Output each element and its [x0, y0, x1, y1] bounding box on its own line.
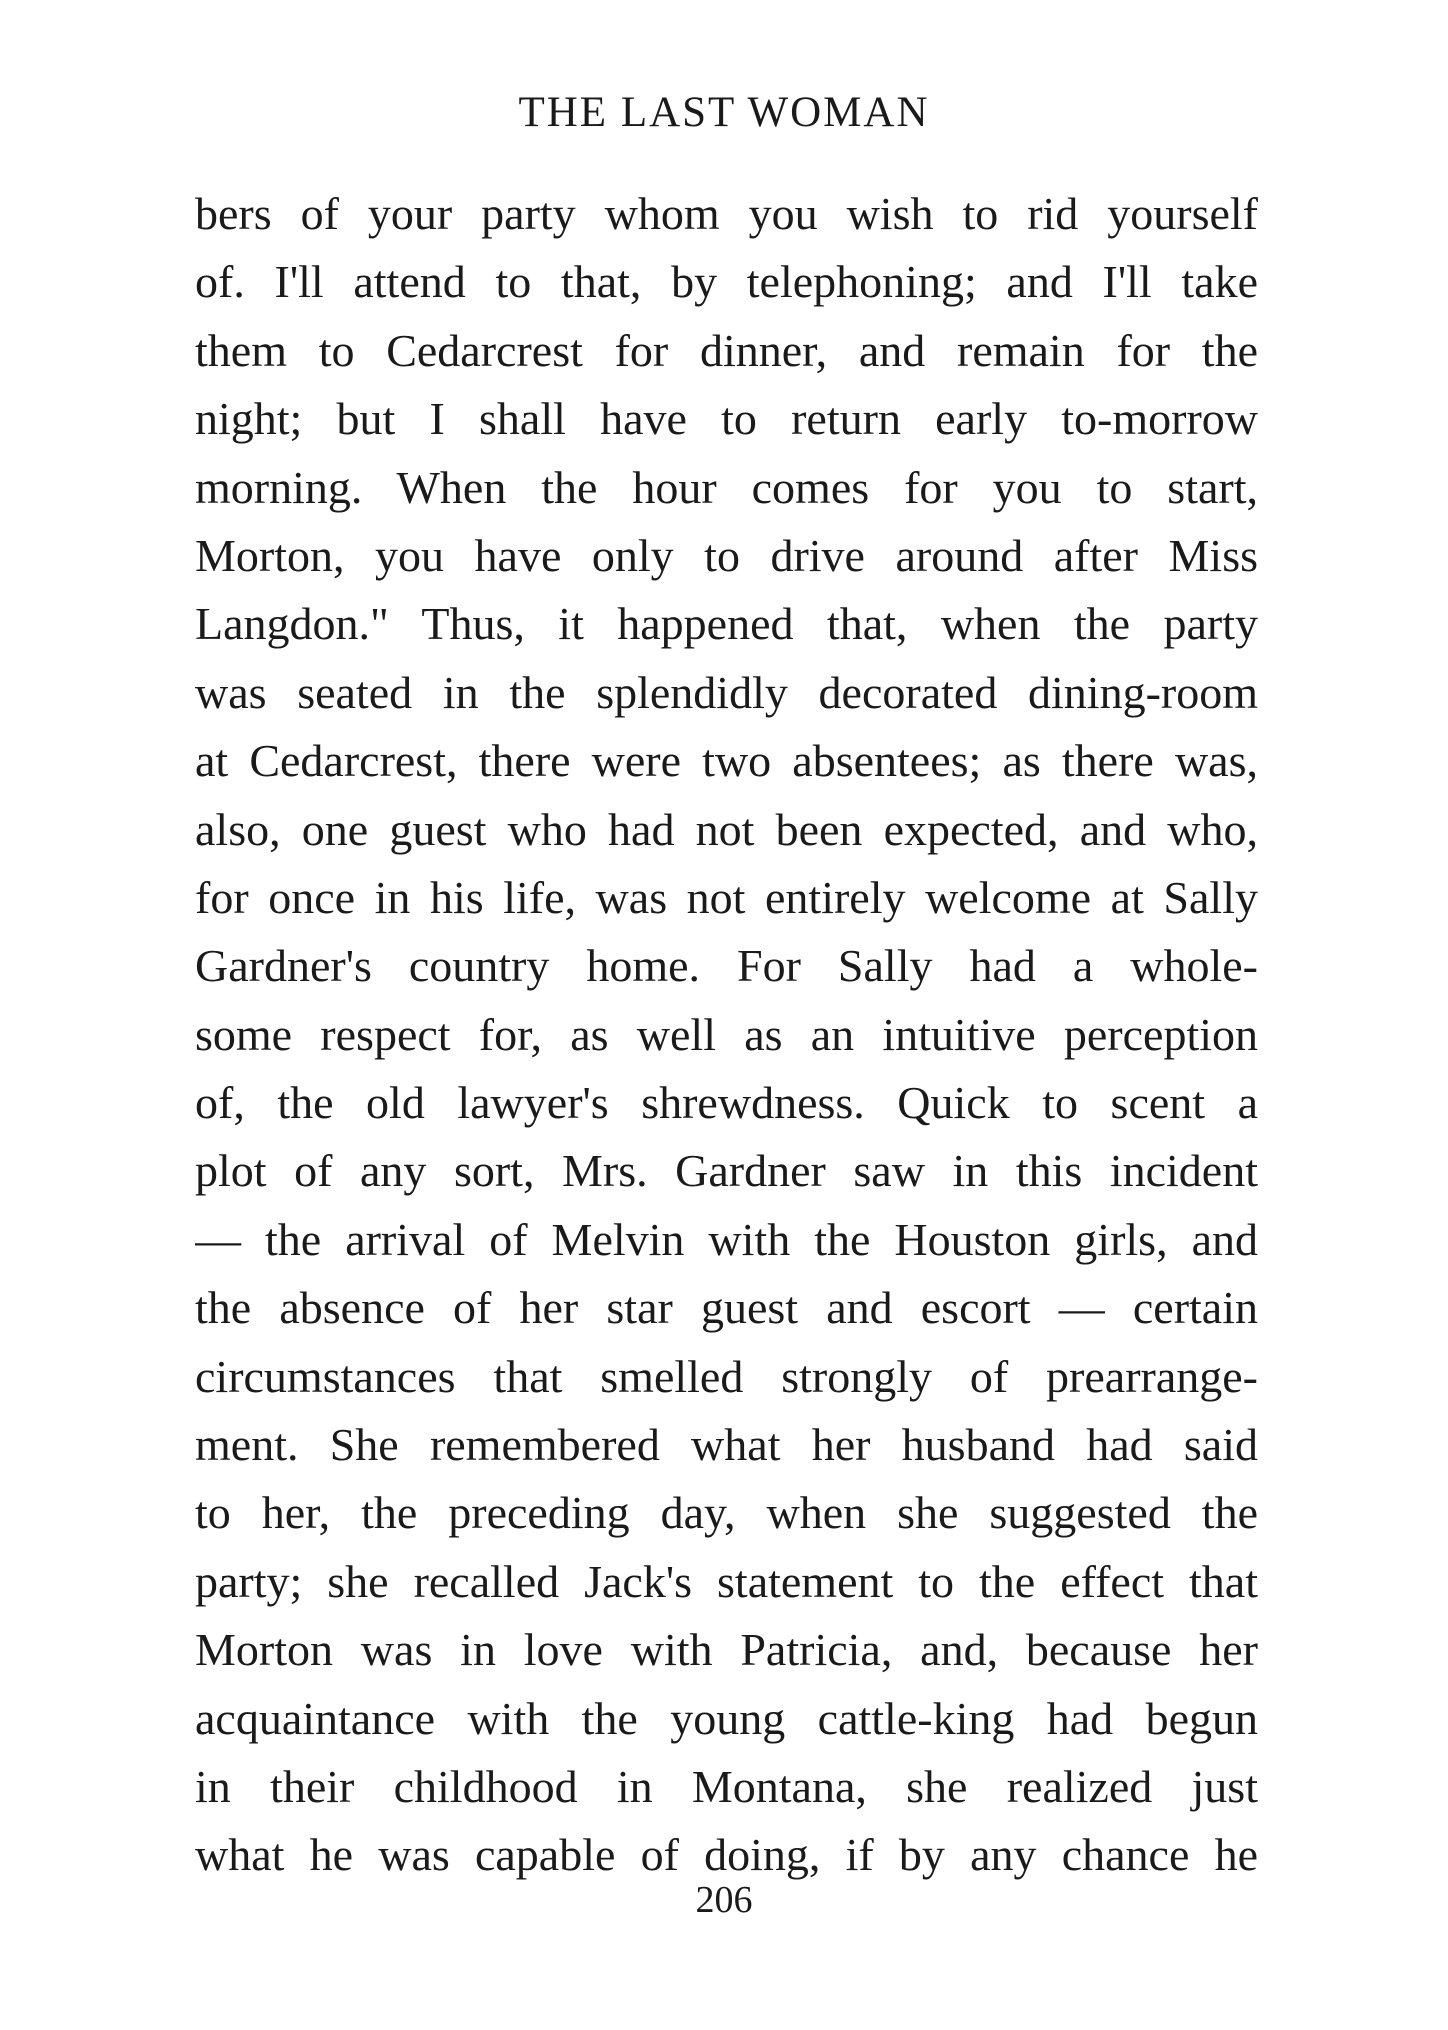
text-line: morning. When the hour comes for you to start,	[195, 461, 1258, 513]
text-line: what he was capable of doing, if by any chance he	[195, 1829, 1258, 1881]
text-line: Langdon." Thus, it happened that, when the party	[195, 598, 1258, 650]
text-line: of. I'll attend to that, by telephoning; and I'll take	[195, 256, 1258, 308]
text-line: Morton, you have only to drive around after Miss	[195, 529, 1258, 581]
text-line: ment. She remembered what her husband had said	[195, 1419, 1258, 1471]
text-line: — the arrival of Melvin with the Houston girls, and	[195, 1213, 1258, 1265]
text-line: night; but I shall have to return early to-morrow	[195, 393, 1258, 445]
text-line: Gardner's country home. For Sally had a whole-	[195, 940, 1258, 992]
text-line: was seated in the splendidly decorated dining-room	[195, 666, 1258, 718]
body-text	[195, 180, 1258, 1890]
text-line: of, the old lawyer's shrewdness. Quick to scent a	[195, 1077, 1258, 1129]
text-line: plot of any sort, Mrs. Gardner saw in this incident	[195, 1145, 1258, 1197]
text-line: party; she recalled Jack's statement to the effect that	[195, 1555, 1258, 1607]
text-line: bers of your party whom you wish to rid yourself	[195, 188, 1258, 239]
text-line: in their childhood in Montana, she realized just	[195, 1760, 1258, 1812]
text-line: some respect for, as well as an intuitive perception	[195, 1008, 1258, 1060]
text-line: to her, the preceding day, when she suggested the	[195, 1487, 1258, 1539]
text-line: circumstances that smelled strongly of prearrange-	[195, 1350, 1258, 1402]
text-line: acquaintance with the young cattle-king had begun	[195, 1692, 1258, 1744]
page-number: 206	[695, 1879, 753, 1921]
text-line: at Cedarcrest, there were two absentees; as there was,	[195, 735, 1258, 787]
text-line: them to Cedarcrest for dinner, and remain for the	[195, 324, 1258, 376]
text-line: also, one guest who had not been expected, and who,	[195, 803, 1258, 855]
text-line: Morton was in love with Patricia, and, because her	[195, 1624, 1258, 1676]
text-line: the absence of her star guest and escort — certain	[195, 1282, 1258, 1334]
running-head: THE LAST WOMAN	[518, 89, 930, 136]
text-line: for once in his life, was not entirely welcome at Sally	[195, 871, 1258, 923]
